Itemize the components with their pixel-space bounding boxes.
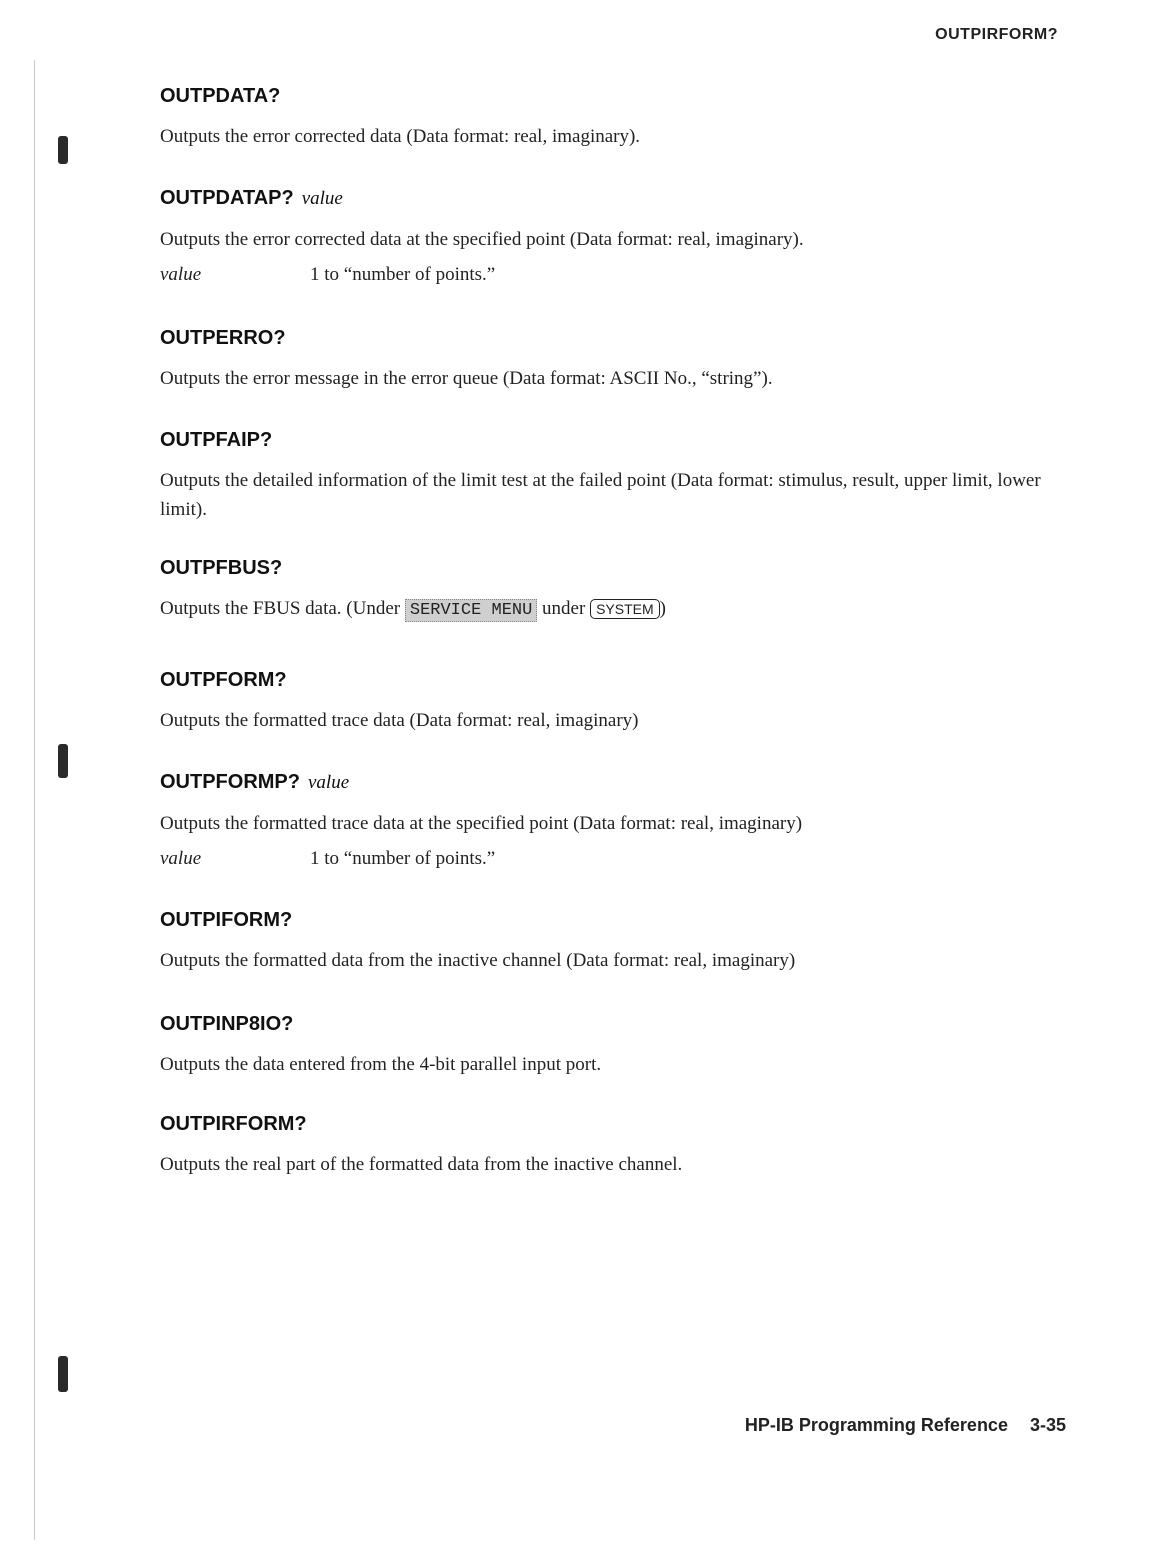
parameter-range: 1 to “number of points.” — [310, 848, 496, 869]
parameter-name: value — [160, 264, 202, 285]
command-heading — [160, 186, 1060, 211]
command-heading — [160, 326, 1060, 350]
command-name: OUTPDATAP? — [160, 187, 294, 209]
command-description: Outputs the data entered from the 4-bit parallel input port. — [160, 1054, 602, 1075]
command-heading — [160, 908, 1060, 932]
command-description: Outputs the formatted trace data at the specified point (Data format: real, imaginary) — [160, 813, 803, 834]
command-entry — [160, 556, 1060, 625]
command-heading — [160, 1112, 1060, 1136]
command-heading — [160, 428, 1060, 452]
command-description: Outputs the formatted trace data (Data format: real, imaginary) — [160, 710, 639, 731]
command-description — [160, 594, 1060, 625]
punch-hole-mark — [58, 744, 68, 778]
command-heading — [160, 668, 1060, 692]
footer-title: HP-IB Programming Reference — [744, 1415, 1008, 1435]
command-name: OUTPINP8IO? — [160, 1013, 294, 1035]
parameter-range: 1 to “number of points.” — [310, 264, 496, 285]
command-heading — [160, 770, 1060, 795]
command-description: Outputs the real part of the formatted data from the inactive channel. — [160, 1154, 683, 1175]
description-text: Outputs the FBUS data. (Under — [160, 598, 401, 619]
command-description: Outputs the error corrected data at the specified point (Data format: real, imaginary). — [160, 229, 804, 250]
command-name: OUTPIRFORM? — [160, 1113, 307, 1135]
command-entry — [160, 428, 1060, 524]
command-parameter: value — [301, 188, 343, 209]
command-entry — [160, 1112, 1060, 1179]
command-name: OUTPFBUS? — [160, 557, 283, 579]
page-footer — [745, 1415, 1066, 1436]
command-name: OUTPFORM? — [160, 669, 287, 691]
command-entry — [160, 908, 1060, 975]
running-head: OUTPIRFORM? — [935, 26, 1058, 43]
command-description: Outputs the error message in the error queue (Data format: ASCII No., “string”). — [160, 368, 773, 389]
command-heading — [160, 1012, 1060, 1036]
command-name: OUTPFAIP? — [160, 429, 273, 451]
command-description: Outputs the formatted data from the inactive channel (Data format: real, imaginary) — [160, 950, 796, 971]
command-name: OUTPIFORM? — [160, 909, 293, 931]
command-heading — [160, 556, 1060, 580]
punch-hole-mark — [58, 136, 68, 164]
command-name: OUTPDATA? — [160, 85, 281, 107]
command-entry — [160, 770, 1060, 870]
command-entry — [160, 84, 1060, 151]
description-text: under — [542, 598, 586, 619]
command-parameter: value — [308, 772, 350, 793]
softkey-label: SERVICE MENU — [405, 599, 537, 622]
command-entry — [160, 668, 1060, 735]
command-name: OUTPFORMP? — [160, 771, 300, 793]
command-entry — [160, 326, 1060, 393]
command-description: Outputs the detailed information of the limit test at the failed point (Data format: stimulus, result, upper limit, lower limit). — [160, 470, 1041, 520]
parameter-definition — [160, 848, 1060, 870]
parameter-name: value — [160, 848, 202, 869]
command-description: Outputs the error corrected data (Data format: real, imaginary). — [160, 126, 641, 147]
binder-edge-line — [34, 60, 35, 1540]
description-text: ) — [659, 598, 666, 619]
page-number: 3-35 — [1029, 1415, 1066, 1435]
command-heading — [160, 84, 1060, 108]
hardkey-label: SYSTEM — [590, 599, 660, 619]
punch-hole-mark — [58, 1356, 68, 1392]
command-entry — [160, 1012, 1060, 1079]
parameter-definition — [160, 264, 1060, 286]
command-entry — [160, 186, 1060, 286]
command-name: OUTPERRO? — [160, 327, 286, 349]
